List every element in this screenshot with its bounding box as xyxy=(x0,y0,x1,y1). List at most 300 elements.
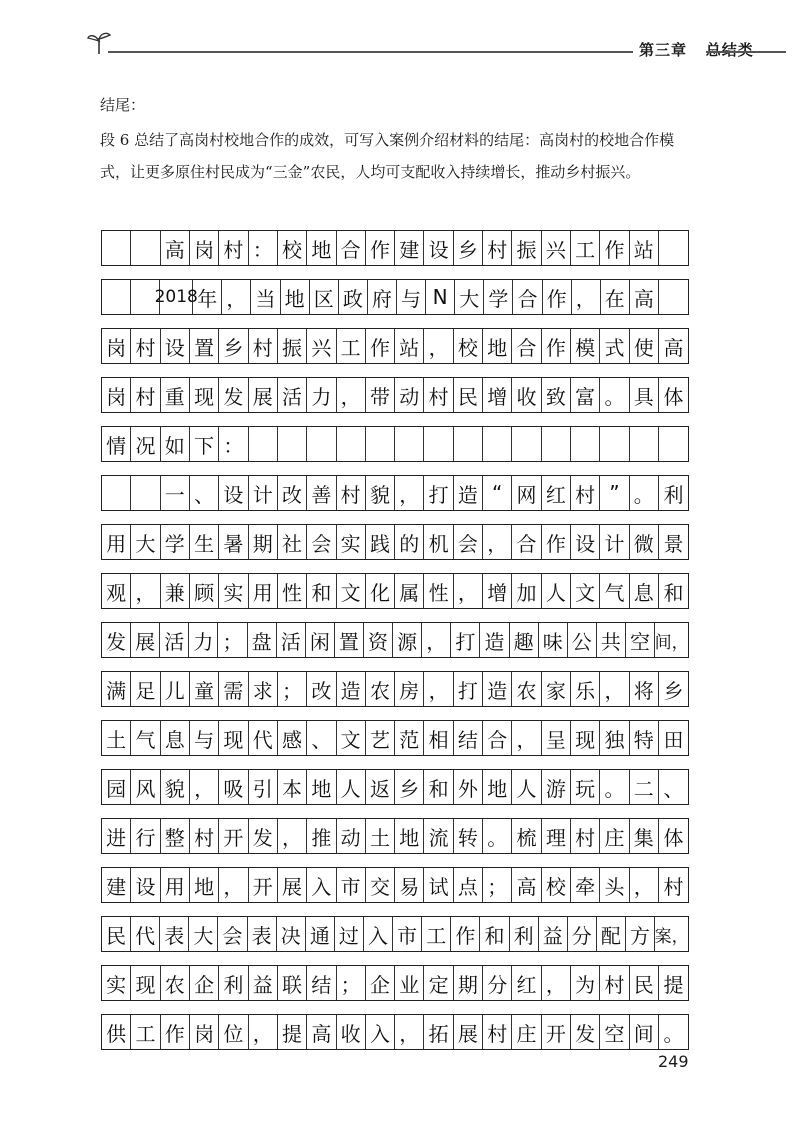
grid-cell: ， xyxy=(422,623,451,657)
grid-cell: 资 xyxy=(364,623,393,657)
grid-cell: 市 xyxy=(337,868,366,902)
grid-cell: 学 xyxy=(161,525,190,559)
grid-cell: 带 xyxy=(366,378,395,412)
grid-cell: 通 xyxy=(306,917,335,951)
grid-cell: 地 xyxy=(307,231,336,265)
grid-cell: 结 xyxy=(454,721,483,755)
grid-cell: 作 xyxy=(366,329,395,363)
grid-cell: 收 xyxy=(337,1015,366,1049)
grid-cell: ， xyxy=(572,280,601,314)
grid-cell: 、 xyxy=(663,776,684,801)
grid-cell: 引 xyxy=(249,770,278,804)
grid-cell: 村 xyxy=(249,329,278,363)
grid-cell: 进 xyxy=(102,819,131,853)
grid-row xyxy=(101,867,689,903)
grid-cell xyxy=(483,427,512,461)
grid-cell: 一 xyxy=(161,476,190,510)
grid-row xyxy=(101,818,689,854)
grid-cell: 、 xyxy=(307,721,336,755)
grid-cell: 地 xyxy=(395,819,424,853)
grid-row xyxy=(101,965,689,1001)
grid-cell: 园 xyxy=(102,770,131,804)
page-number: 249 xyxy=(658,1052,689,1071)
grid-cell: 公 xyxy=(568,623,597,657)
grid-row xyxy=(101,230,689,266)
grid-cell: 呈 xyxy=(542,721,571,755)
grid-cell: 人 xyxy=(512,770,541,804)
grid-cell: 作 xyxy=(542,329,571,363)
grid-cell: 趣 xyxy=(510,623,539,657)
grid-cell: 吸 xyxy=(219,770,248,804)
grid-cell: 气 xyxy=(600,574,629,608)
grid-cell: 合 xyxy=(512,525,541,559)
grid-cell: 高 xyxy=(512,868,541,902)
grid-cell: 民 xyxy=(630,966,659,1000)
grid-cell xyxy=(600,427,629,461)
grid-cell: 游 xyxy=(542,770,571,804)
grid-cell: 现 xyxy=(219,721,248,755)
grid-cell xyxy=(659,280,688,314)
grid-cell: 顾 xyxy=(190,574,219,608)
grid-cell: 提 xyxy=(663,972,684,997)
grid-cell: 践 xyxy=(366,525,395,559)
grid-cell: 政 xyxy=(339,280,368,314)
grid-cell: 推 xyxy=(307,819,336,853)
grid-cell: 乐 xyxy=(571,672,600,706)
grid-cell: 高 xyxy=(307,1015,336,1049)
grid-cell xyxy=(102,231,131,265)
grid-cell: 乡 xyxy=(454,231,483,265)
grid-cell: 地 xyxy=(190,868,219,902)
grid-cell: 返 xyxy=(366,770,395,804)
grid-cell xyxy=(102,280,131,314)
grid-cell: 文 xyxy=(571,574,600,608)
grid-cell: ， xyxy=(219,868,248,902)
grid-cell: 景 xyxy=(663,531,684,556)
grid-cell: 流 xyxy=(424,819,453,853)
grid-cell: 业 xyxy=(395,966,424,1000)
grid-cell: ” xyxy=(600,476,629,510)
grid-cell: 头 xyxy=(600,868,629,902)
grid-cell: 岗 xyxy=(102,329,131,363)
grid-cell: 2018 xyxy=(160,280,193,314)
grid-cell: 表 xyxy=(160,917,189,951)
grid-cell: 发 xyxy=(219,378,248,412)
grid-cell: 二 xyxy=(630,770,659,804)
grid-cell: 如 xyxy=(161,427,190,461)
grid-cell: 需 xyxy=(219,672,248,706)
grid-cell: 现 xyxy=(571,721,600,755)
grid-cell: 特 xyxy=(630,721,659,755)
grid-cell: 计 xyxy=(600,525,629,559)
grid-cell: 实 xyxy=(219,574,248,608)
grid-cell xyxy=(454,427,483,461)
grid-cell: 改 xyxy=(307,672,336,706)
grid-cell: 玩 xyxy=(571,770,600,804)
grid-row xyxy=(101,622,689,658)
grid-cell: 地 xyxy=(281,280,310,314)
grid-cell: 闲 xyxy=(306,623,335,657)
grid-cell: 空 xyxy=(626,623,655,657)
grid-cell: 计 xyxy=(249,476,278,510)
grid-cell: 盘 xyxy=(248,623,277,657)
grid-cell: 打 xyxy=(454,672,483,706)
grid-cell: 人 xyxy=(337,770,366,804)
grid-row xyxy=(101,573,689,609)
grid-cell: 生 xyxy=(190,525,219,559)
grid-cell: 地 xyxy=(307,770,336,804)
grid-cell: 红 xyxy=(512,966,541,1000)
grid-cell: 貌 xyxy=(366,476,395,510)
grid-cell: 开 xyxy=(542,1015,571,1049)
grid-cell: 大 xyxy=(189,917,218,951)
grid-cell: 设 xyxy=(219,476,248,510)
grid-cell: 独 xyxy=(600,721,629,755)
grid-cell: 实 xyxy=(337,525,366,559)
grid-cell: 代 xyxy=(131,917,160,951)
grid-cell: 位 xyxy=(219,1015,248,1049)
grid-cell: 决 xyxy=(277,917,306,951)
header-rule-left xyxy=(108,51,633,53)
grid-cell: 企 xyxy=(190,966,219,1000)
grid-cell: 土 xyxy=(102,721,131,755)
grid-cell: 间 xyxy=(630,1015,659,1049)
grid-row xyxy=(101,475,689,511)
grid-cell: 和 xyxy=(663,580,684,605)
grid-cell: 展 xyxy=(249,378,278,412)
manuscript-grid xyxy=(101,230,689,1063)
grid-cell: 暑 xyxy=(219,525,248,559)
grid-cell: 加 xyxy=(512,574,541,608)
grid-cell: 下 xyxy=(190,427,219,461)
grid-cell: 整 xyxy=(161,819,190,853)
grid-cell: 学 xyxy=(484,280,513,314)
grid-cell: 在 xyxy=(601,280,630,314)
grid-cell: 工 xyxy=(337,329,366,363)
grid-cell: ： xyxy=(249,231,278,265)
grid-cell: 入 xyxy=(366,1015,395,1049)
grid-cell xyxy=(102,476,131,510)
grid-cell: 大 xyxy=(455,280,484,314)
grid-cell: 房 xyxy=(395,672,424,706)
grid-cell: 增 xyxy=(483,574,512,608)
grid-cell: 感 xyxy=(278,721,307,755)
grid-cell: ， xyxy=(249,1015,278,1049)
grid-cell: 期 xyxy=(249,525,278,559)
grid-cell: 拓 xyxy=(424,1015,453,1049)
grid-cell: ， xyxy=(483,525,512,559)
grid-cell: 理 xyxy=(542,819,571,853)
grid-cell: 期 xyxy=(454,966,483,1000)
grid-cell: 转 xyxy=(454,819,483,853)
grid-row xyxy=(101,916,689,952)
grid-cell: 味 xyxy=(539,623,568,657)
grid-cell: 村 xyxy=(190,819,219,853)
grid-cell: 造 xyxy=(337,672,366,706)
grid-cell: 间， xyxy=(654,632,689,653)
grid-cell: 会 xyxy=(454,525,483,559)
grid-cell: 置 xyxy=(190,329,219,363)
grid-cell: 外 xyxy=(454,770,483,804)
grid-cell: 文 xyxy=(337,721,366,755)
grid-cell: 和 xyxy=(480,917,509,951)
grid-cell: 打 xyxy=(451,623,480,657)
grid-cell: 方 xyxy=(626,917,655,951)
grid-cell xyxy=(542,427,571,461)
grid-cell: 用 xyxy=(161,868,190,902)
grid-cell: 建 xyxy=(395,231,424,265)
grid-cell: 民 xyxy=(454,378,483,412)
grid-cell: 会 xyxy=(218,917,247,951)
grid-cell: 发 xyxy=(249,819,278,853)
grid-cell: 振 xyxy=(278,329,307,363)
grid-cell: 性 xyxy=(424,574,453,608)
grid-cell: 村 xyxy=(424,378,453,412)
grid-cell: 富 xyxy=(571,378,600,412)
grid-cell: 气 xyxy=(131,721,160,755)
grid-cell: 动 xyxy=(337,819,366,853)
grid-cell: 设 xyxy=(161,329,190,363)
grid-cell: 现 xyxy=(190,378,219,412)
grid-cell: 况 xyxy=(131,427,160,461)
grid-cell: 活 xyxy=(160,623,189,657)
grid-cell: 善 xyxy=(307,476,336,510)
grid-cell: 站 xyxy=(395,329,424,363)
grid-cell: 合 xyxy=(483,721,512,755)
grid-cell: ； xyxy=(278,672,307,706)
grid-cell: 分 xyxy=(568,917,597,951)
grid-cell: 建 xyxy=(102,868,131,902)
grid-cell: 式 xyxy=(600,329,629,363)
grid-cell: 将 xyxy=(630,672,659,706)
grid-cell: 打 xyxy=(424,476,453,510)
grid-cell: 高 xyxy=(161,231,190,265)
grid-row xyxy=(101,426,689,462)
grid-cell: 范 xyxy=(395,721,424,755)
grid-cell: “ xyxy=(483,476,512,510)
grid-cell: 貌 xyxy=(161,770,190,804)
grid-row xyxy=(101,671,689,707)
grid-cell: 庄 xyxy=(600,819,629,853)
grid-cell: 。 xyxy=(483,819,512,853)
grid-cell: 风 xyxy=(131,770,160,804)
grid-cell: 与 xyxy=(190,721,219,755)
grid-cell: 校 xyxy=(454,329,483,363)
grid-cell: 过 xyxy=(335,917,364,951)
grid-cell xyxy=(337,427,366,461)
grid-cell: 化 xyxy=(366,574,395,608)
grid-cell: ， xyxy=(222,280,251,314)
grid-cell: 开 xyxy=(219,819,248,853)
grid-cell: 展 xyxy=(131,623,160,657)
grid-cell: 工 xyxy=(422,917,451,951)
grid-cell: 增 xyxy=(483,378,512,412)
grid-cell: 岗 xyxy=(190,1015,219,1049)
grid-cell: 设 xyxy=(424,231,453,265)
summary-paragraph: 段 6 总结了高岗村校地合作的成效，可写入案例介绍材料的结尾：高岗村的校地合作模式，让更多原住村民成为“三金”农民，人均可支配收入持续增长，推动乡村振兴。 xyxy=(100,131,675,181)
grid-cell xyxy=(131,231,160,265)
grid-cell: 定 xyxy=(424,966,453,1000)
grid-cell: ； xyxy=(483,868,512,902)
grid-cell: 红 xyxy=(542,476,571,510)
grid-cell: 展 xyxy=(278,868,307,902)
grid-cell: 表 xyxy=(248,917,277,951)
grid-cell: 满 xyxy=(102,672,131,706)
grid-cell: 供 xyxy=(102,1015,131,1049)
grid-cell: 梳 xyxy=(512,819,541,853)
grid-cell: ， xyxy=(542,966,571,1000)
grid-cell: 交 xyxy=(366,868,395,902)
grid-cell: ， xyxy=(395,1015,424,1049)
grid-cell: 相 xyxy=(424,721,453,755)
grid-cell: 农 xyxy=(512,672,541,706)
grid-cell: 提 xyxy=(278,1015,307,1049)
grid-cell: 和 xyxy=(307,574,336,608)
grid-cell: 开 xyxy=(249,868,278,902)
header-rule-right xyxy=(706,51,786,53)
grid-cell: 人 xyxy=(542,574,571,608)
grid-cell: 联 xyxy=(278,966,307,1000)
chapter-category: 总结类 xyxy=(705,41,754,59)
grid-cell: 活 xyxy=(278,378,307,412)
grid-cell: 造 xyxy=(454,476,483,510)
grid-cell: 入 xyxy=(307,868,336,902)
grid-cell: 村 xyxy=(483,231,512,265)
grid-cell: 使 xyxy=(630,329,659,363)
grid-cell: ， xyxy=(337,378,366,412)
grid-cell: 用 xyxy=(249,574,278,608)
grid-cell: 高 xyxy=(630,280,659,314)
grid-cell: ， xyxy=(190,770,219,804)
grid-cell: 作 xyxy=(366,231,395,265)
grid-cell: 息 xyxy=(161,721,190,755)
grid-cell: 兼 xyxy=(161,574,190,608)
grid-cell: 网 xyxy=(512,476,541,510)
grid-cell: 村 xyxy=(337,476,366,510)
grid-cell xyxy=(659,427,688,461)
grid-cell: 情 xyxy=(102,427,131,461)
grid-cell: ， xyxy=(131,574,160,608)
grid-cell: 作 xyxy=(542,525,571,559)
grid-cell: 造 xyxy=(483,672,512,706)
grid-cell: 案， xyxy=(654,926,689,947)
grid-cell: 足 xyxy=(131,672,160,706)
grid-cell: ； xyxy=(337,966,366,1000)
grid-cell: 作 xyxy=(161,1015,190,1049)
grid-cell: 牵 xyxy=(571,868,600,902)
grid-cell: 空 xyxy=(600,1015,629,1049)
grid-cell: 体 xyxy=(663,384,684,409)
grid-cell: 代 xyxy=(249,721,278,755)
grid-cell: 利 xyxy=(219,966,248,1000)
grid-cell: 站 xyxy=(630,231,659,265)
grid-cell xyxy=(131,476,160,510)
grid-cell xyxy=(395,427,424,461)
grid-row xyxy=(101,377,689,413)
grid-cell: 岗 xyxy=(102,378,131,412)
grid-cell: 行 xyxy=(131,819,160,853)
grid-cell: 作 xyxy=(451,917,480,951)
grid-cell: 共 xyxy=(597,623,626,657)
grid-cell: 展 xyxy=(454,1015,483,1049)
grid-cell: 现 xyxy=(131,966,160,1000)
grid-cell: 儿 xyxy=(161,672,190,706)
grid-cell: 源 xyxy=(393,623,422,657)
grid-cell: 文 xyxy=(337,574,366,608)
grid-cell: 兴 xyxy=(542,231,571,265)
grid-cell: 改 xyxy=(278,476,307,510)
grid-cell: 高 xyxy=(663,335,684,360)
grid-cell: 息 xyxy=(630,574,659,608)
grid-cell: 结 xyxy=(307,966,336,1000)
grid-cell: 村 xyxy=(483,1015,512,1049)
grid-cell: 与 xyxy=(397,280,426,314)
grid-cell: 集 xyxy=(630,819,659,853)
grid-cell xyxy=(424,427,453,461)
grid-cell: 村 xyxy=(600,966,629,1000)
grid-cell: 乡 xyxy=(219,329,248,363)
grid-cell: 土 xyxy=(366,819,395,853)
grid-cell: 收 xyxy=(512,378,541,412)
grid-cell: 市 xyxy=(393,917,422,951)
grid-cell: 模 xyxy=(571,329,600,363)
grid-cell: 合 xyxy=(337,231,366,265)
grid-cell: ： xyxy=(219,427,248,461)
grid-row xyxy=(101,720,689,756)
grid-cell: 作 xyxy=(543,280,572,314)
grid-cell: 校 xyxy=(278,231,307,265)
grid-cell: 造 xyxy=(480,623,509,657)
grid-cell: 机 xyxy=(424,525,453,559)
grid-row xyxy=(101,279,689,315)
grid-cell: 体 xyxy=(663,825,684,850)
grid-cell: 利 xyxy=(663,482,684,507)
grid-cell xyxy=(249,427,278,461)
grid-cell: 庄 xyxy=(512,1015,541,1049)
grid-cell: 属 xyxy=(395,574,424,608)
grid-cell: 会 xyxy=(307,525,336,559)
grid-cell: 设 xyxy=(571,525,600,559)
grid-cell: 合 xyxy=(512,329,541,363)
grid-cell: 益 xyxy=(539,917,568,951)
grid-cell: 动 xyxy=(395,378,424,412)
grid-cell: 发 xyxy=(571,1015,600,1049)
grid-cell: 性 xyxy=(278,574,307,608)
grid-cell: 具 xyxy=(630,378,659,412)
grid-cell: N xyxy=(426,280,455,314)
grid-cell xyxy=(278,427,307,461)
grid-cell: 振 xyxy=(512,231,541,265)
grid-cell: 。 xyxy=(663,1021,684,1046)
grid-cell: 、 xyxy=(190,476,219,510)
grid-row xyxy=(101,524,689,560)
grid-cell: 村 xyxy=(571,819,600,853)
grid-row xyxy=(101,1014,689,1050)
grid-cell: ， xyxy=(278,819,307,853)
chapter-title xyxy=(639,39,754,60)
grid-cell xyxy=(571,427,600,461)
grid-cell: 工 xyxy=(571,231,600,265)
grid-row xyxy=(101,328,689,364)
grid-cell: 工 xyxy=(131,1015,160,1049)
grid-cell xyxy=(366,427,395,461)
grid-cell: ， xyxy=(424,329,453,363)
grid-cell: 乡 xyxy=(395,770,424,804)
grid-cell: 致 xyxy=(542,378,571,412)
grid-cell: ， xyxy=(424,672,453,706)
grid-cell xyxy=(307,427,336,461)
grid-cell: 易 xyxy=(395,868,424,902)
